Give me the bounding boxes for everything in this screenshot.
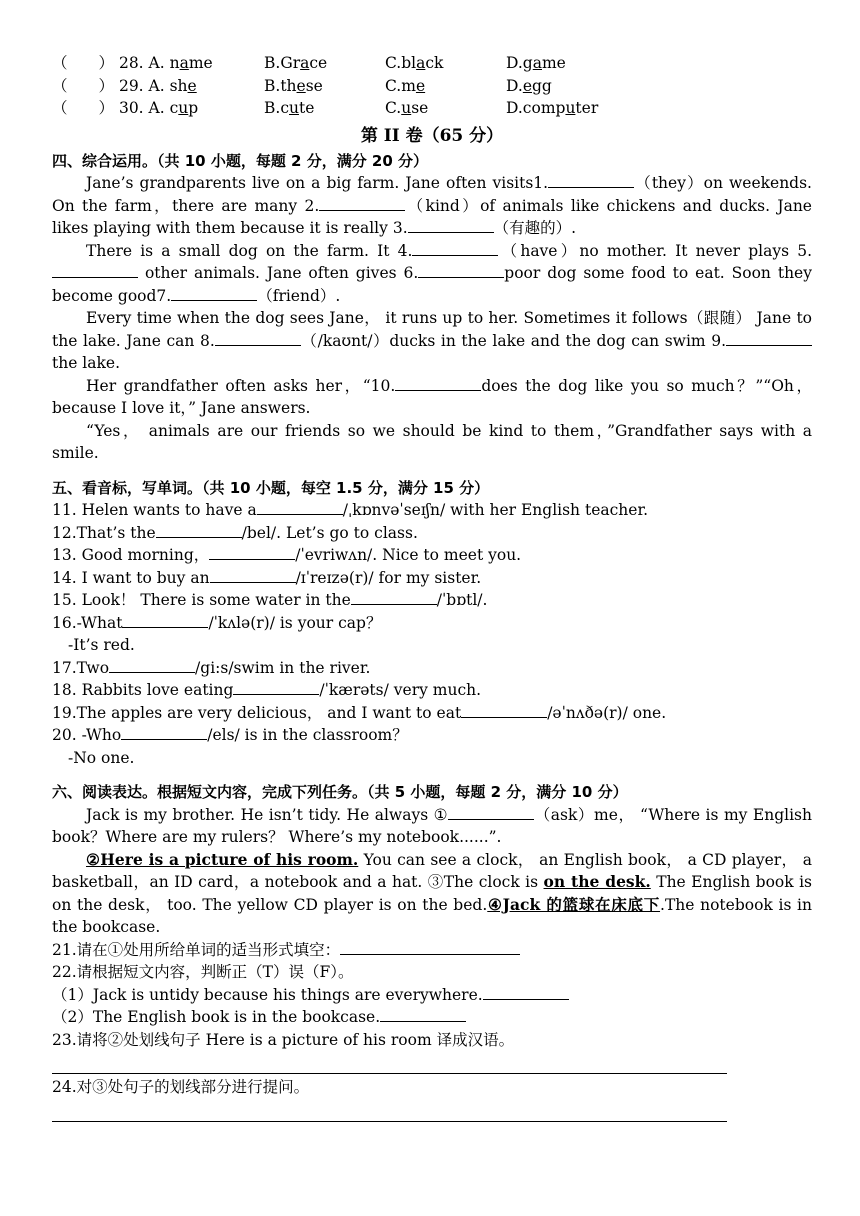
- blank-4[interactable]: [412, 240, 498, 256]
- underlined-phrase-3: on the desk.: [543, 872, 651, 891]
- answer-blank[interactable]: [257, 499, 343, 515]
- answer-blank[interactable]: [122, 612, 208, 628]
- mc-item-30: （ ） 30. A. cup B.cute C.use D.computer: [52, 97, 812, 120]
- passage-paragraph: Jack is my brother. He isn’t tidy. He always ① （ask）me， “Where is my English book？Where are my rulers？ Where’s my notebook......”.: [52, 805, 812, 846]
- section-4: [52, 150, 812, 465]
- underlined-sentence-4: ④Jack 的篮球在床底下: [487, 894, 661, 914]
- blank-1[interactable]: [548, 172, 634, 188]
- question-24: 24.对③处句子的划线部分进行提问。: [52, 1078, 310, 1096]
- question-response: -No one.: [68, 748, 135, 767]
- question-item: 20. -Who /els/ is in the classroom？: [52, 726, 408, 744]
- mc-item-28: （ ） 28. A. name B.Grace C.black D.game: [52, 52, 812, 75]
- underlined-sentence-2: ②Here is a picture of his room.: [86, 849, 359, 869]
- question-response: -It’s red.: [68, 636, 135, 654]
- question-item: 11. Helen wants to have a /ˌkɒnvəˈseɪʃn/ with her English teacher.: [52, 501, 649, 519]
- section-title: 四、综合运用。（共 10 小题，每题 2 分，满分 20 分）: [52, 151, 429, 170]
- blank-8[interactable]: [215, 330, 301, 346]
- passage-paragraph: Jane’s grandparents live on a big farm. Jane often visits1. （they）on weekends. On the farm，there are many 2. （kind）of animals like chickens and ducks. Jane likes playing with them because it is really 3. （有趣的）.: [52, 174, 812, 237]
- answer-blank[interactable]: [209, 544, 295, 560]
- question-item: 14. I want to buy an /ɪˈreɪzə(r)/ for my sister.: [52, 568, 482, 587]
- answer-blank[interactable]: [109, 657, 195, 673]
- question-22-1: （1）Jack is untidy because his things are everywhere.: [52, 984, 812, 1007]
- answer-paren[interactable]: （ ）: [52, 99, 115, 117]
- answer-blank[interactable]: [121, 724, 207, 740]
- blank-6[interactable]: [418, 262, 504, 278]
- blank-3[interactable]: [408, 217, 494, 233]
- answer-blank[interactable]: [233, 679, 319, 695]
- answer-blank[interactable]: [380, 1006, 466, 1022]
- blank-2[interactable]: [319, 195, 405, 211]
- question-22-2: （2）The English book is in the bookcase.: [52, 1006, 812, 1029]
- answer-line[interactable]: [52, 1099, 727, 1122]
- answer-blank[interactable]: [483, 984, 569, 1000]
- passage-paragraph: There is a small dog on the farm. It 4. （have）no mother. It never plays 5. other animals. Jane often gives 6. poor dog some food to eat. Soon they become good7. （friend）.: [52, 241, 812, 305]
- exam-page: [52, 52, 812, 1122]
- question-23: 23.请将②处划线句子 Here is a picture of his room 译成汉语。: [52, 1030, 515, 1049]
- question-21: 21.请在①处用所给单词的适当形式填空：: [52, 939, 812, 962]
- question-item: 17.Two /gi:s/swim in the river.: [52, 658, 371, 677]
- answer-blank[interactable]: [210, 567, 296, 583]
- question-item: 18. Rabbits love eating /ˈkærəts/ very much.: [52, 681, 482, 699]
- passage-paragraph: “Yes， animals are our friends so we should be kind to them，”Grandfather says with a smile.: [52, 421, 812, 462]
- section-5: [52, 477, 812, 770]
- blank-10[interactable]: [395, 375, 481, 391]
- question-22: 22.请根据短文内容，判断正（T）误（F）。: [52, 963, 354, 981]
- blank-5[interactable]: [52, 262, 138, 278]
- answer-blank[interactable]: [340, 939, 520, 955]
- answer-blank[interactable]: [156, 522, 242, 538]
- question-item: 13. Good morning， /ˈevriwʌn/. Nice to meet you.: [52, 546, 522, 564]
- question-item: 12.That’s the /bel/. Let’s go to class.: [52, 523, 418, 542]
- question-item: 15. Look！ There is some water in the /ˈbɒtl/.: [52, 591, 488, 609]
- blank-7[interactable]: [171, 285, 257, 301]
- answer-paren[interactable]: （ ）: [52, 76, 115, 95]
- passage-paragraph: Every time when the dog sees Jane， it runs up to her. Sometimes it follows（跟随） Jane to the lake. Jane can 8. （/kaʊnt/）ducks in the lake and the dog can swim 9. the lake.: [52, 309, 812, 372]
- blank-9[interactable]: [726, 330, 812, 346]
- section-6: [52, 781, 812, 1122]
- mc-list: [52, 52, 812, 120]
- question-item: 19.The apples are very delicious， and I want to eat /əˈnʌðə(r)/ one.: [52, 703, 667, 722]
- section-title: 五、看音标，写单词。（共 10 小题，每空 1.5 分，满分 15 分）: [52, 478, 490, 497]
- answer-paren[interactable]: （ ）: [52, 54, 115, 72]
- part-title: 第 II 卷（65 分）: [360, 125, 504, 146]
- question-item: 16.-What /ˈkʌlə(r)/ is your cap？: [52, 613, 382, 632]
- answer-line[interactable]: [52, 1051, 727, 1074]
- answer-blank[interactable]: [461, 702, 547, 718]
- mc-item-29: （ ） 29. A. she B.these C.me D.egg: [52, 75, 812, 98]
- passage-paragraph: Her grandfather often asks her，“10. does the dog like you so much？”“Oh，because I love it，” Jane answers.: [52, 376, 812, 417]
- blank-circle-1[interactable]: [448, 804, 534, 820]
- answer-blank[interactable]: [351, 589, 437, 605]
- passage-paragraph: ②Here is a picture of his room. You can see a clock， an English book， a CD player， a basketball，an ID card，a notebook and a hat. ③The clock is on the desk. The English book is on the desk， too. The yellow CD player is on the bed.④Jack 的篮球在床底下.The notebook is in the bookcase.: [52, 849, 813, 936]
- section-title: 六、阅读表达。根据短文内容，完成下列任务。（共 5 小题，每题 2 分，满分 10 分）: [52, 783, 628, 801]
